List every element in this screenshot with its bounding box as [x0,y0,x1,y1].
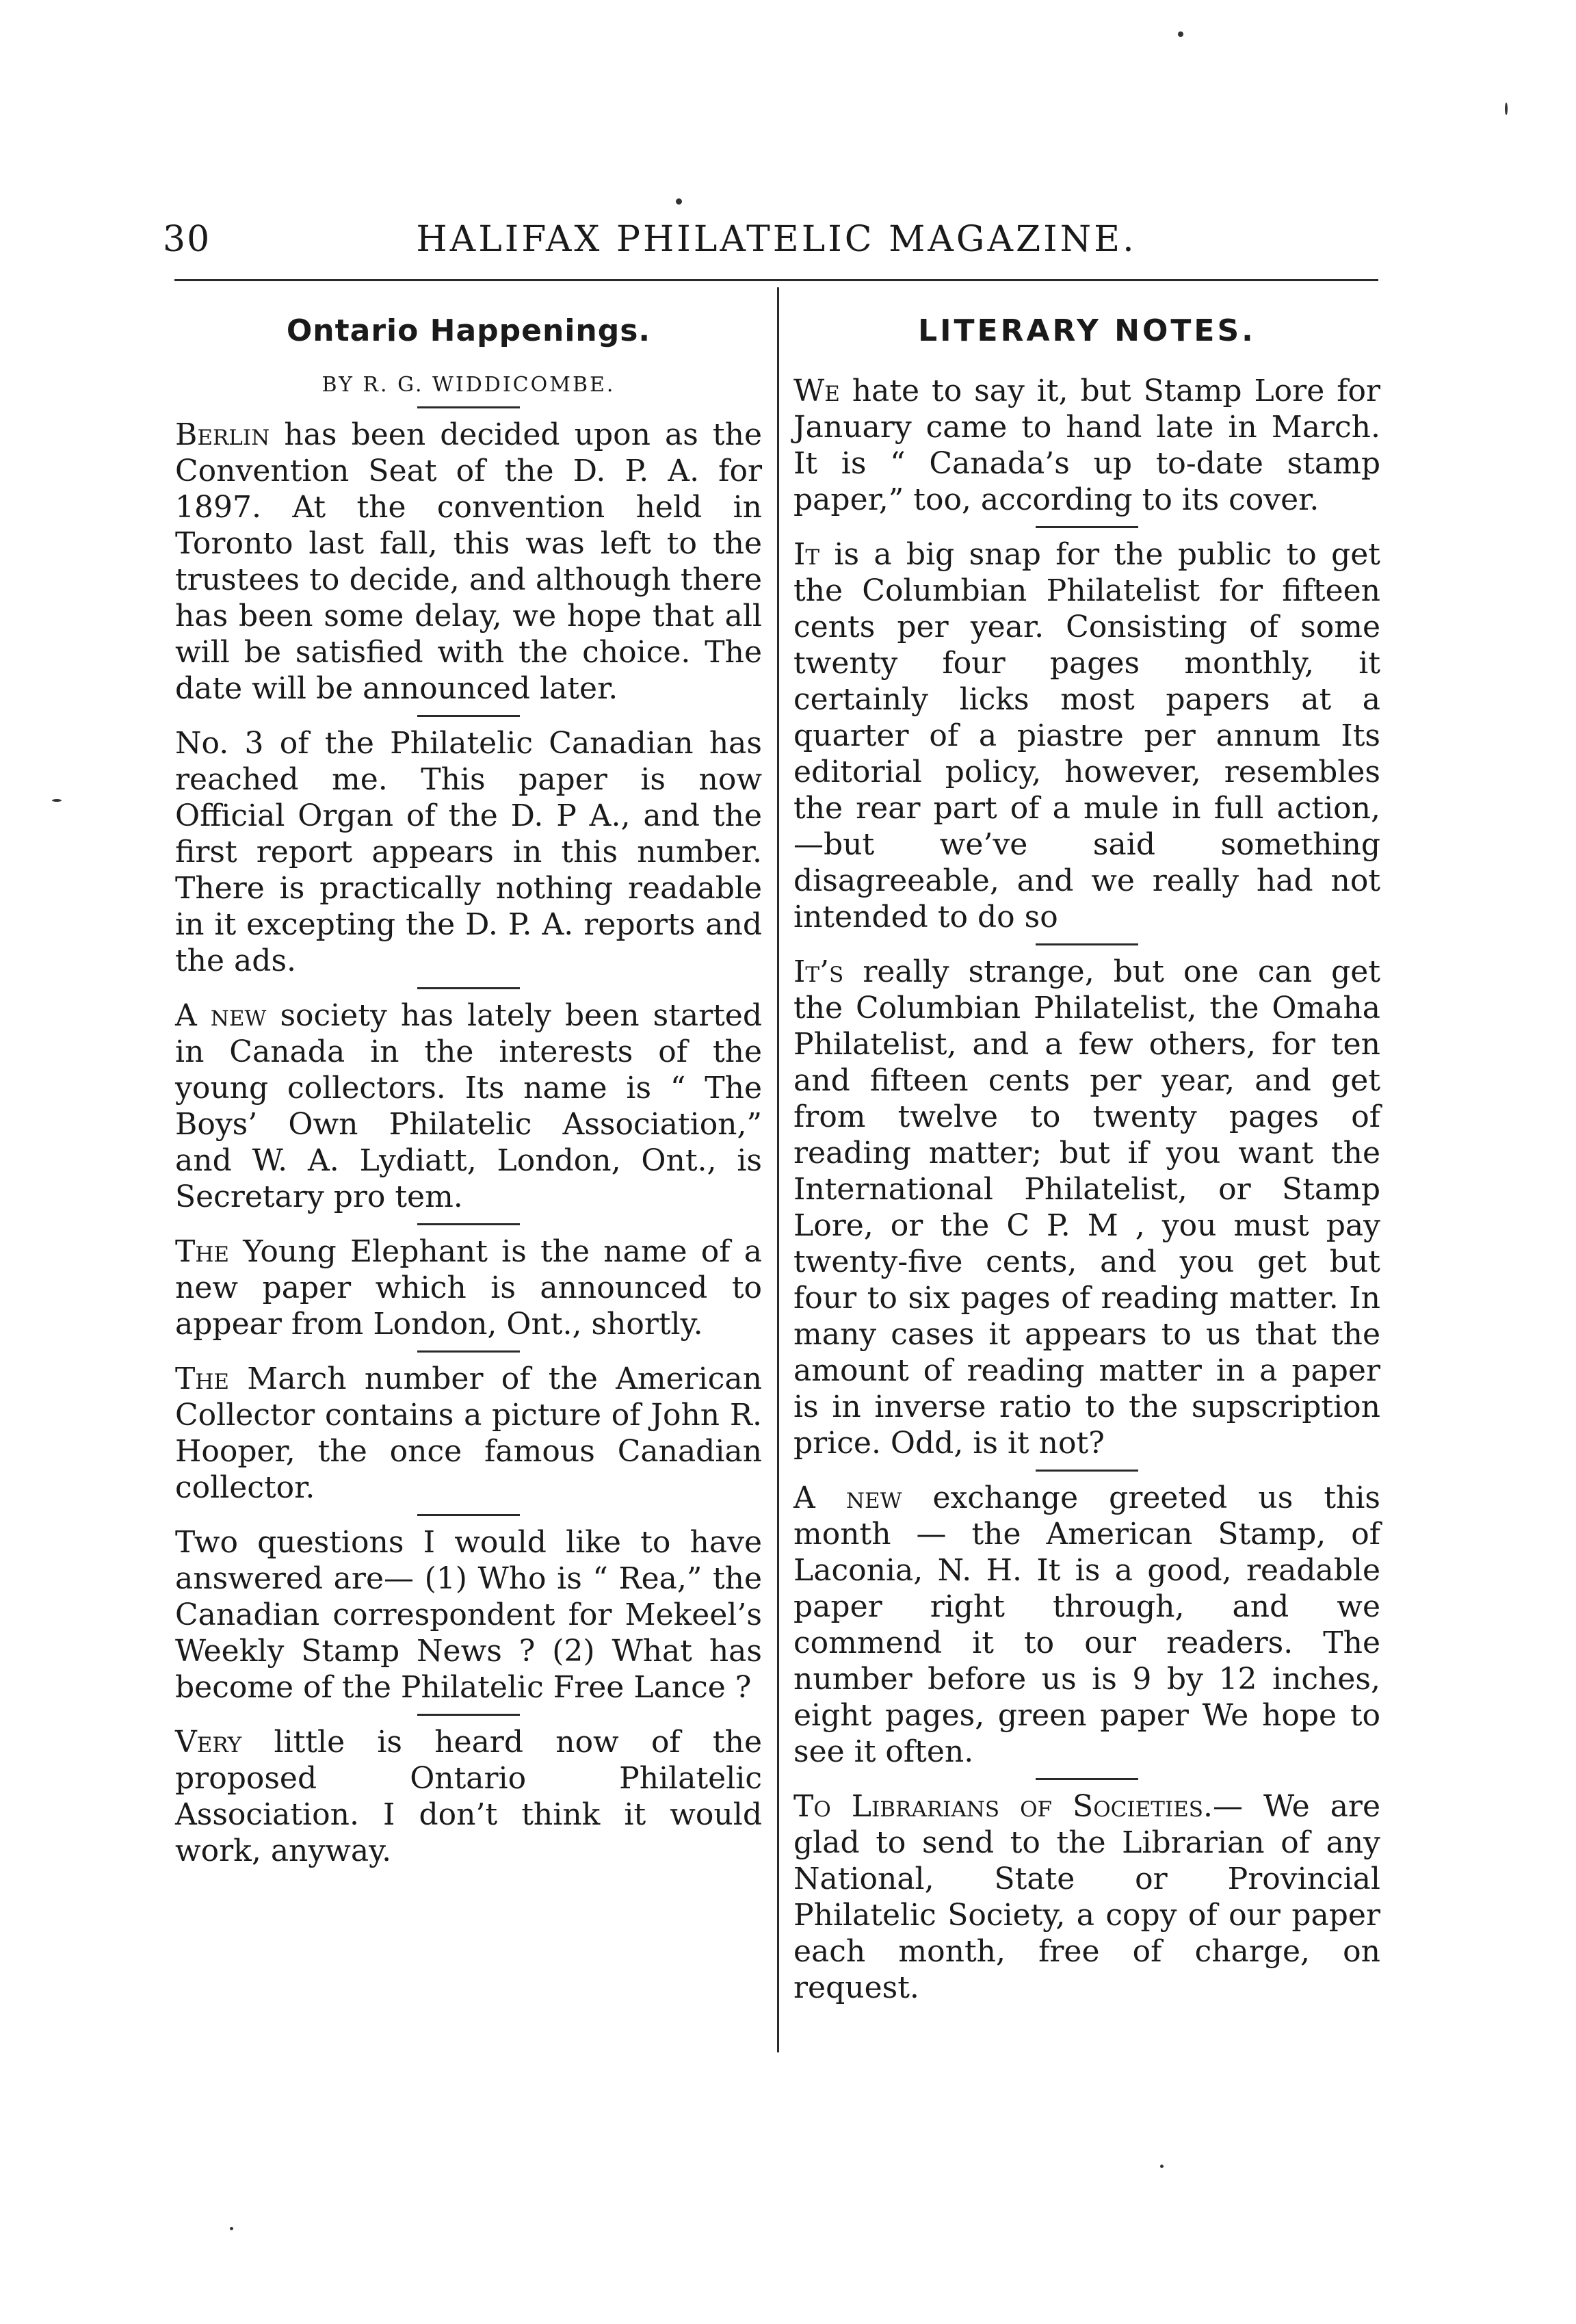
section-rule [417,1714,520,1716]
article-lead: A new [793,1480,902,1515]
running-title: HALIFAX PHILATELIC MAGAZINE. [416,219,1137,260]
section-rule [1036,1470,1138,1472]
section-rule [417,406,520,408]
article-columbian-philatelist [793,536,1380,935]
column-divider [777,287,779,2052]
article-librarians [793,1788,1380,2006]
article-lead: It’s [793,954,844,989]
article-body: No. 3 of the Philatelic Canadian has reached me. This paper is now Official Organ of the D. P A., and the first report appears in this number. There is practically nothing readable in it excepting the D. P. A. reports and the ads. [175,726,762,978]
article-body: — We are glad to send to the Librarian of any National, State or Provincial Philatelic Society, a copy of our paper each month, free of charge, on request. [793,1789,1380,2005]
article-lead: Berlin [175,417,270,452]
page-number: 30 [163,219,211,260]
article-philatelic-canadian [175,725,762,979]
article-american-collector [175,1361,762,1506]
article-berlin [175,417,762,707]
section-rule [1036,526,1138,528]
scan-speck [52,799,62,802]
section-rule [1036,1778,1138,1780]
article-lead: The [175,1234,230,1269]
scan-speck [1505,103,1508,115]
right-column [793,294,1380,2006]
article-stamp-lore [793,373,1380,518]
scan-speck [230,2227,233,2230]
section-rule [417,715,520,717]
article-reading-matter [793,954,1380,1461]
section-rule [1036,943,1138,945]
article-lead: A new [175,998,267,1033]
left-column-heading: Ontario Happenings. [286,313,651,348]
left-column [175,294,762,1869]
byline: BY R. G. WIDDICOMBE. [321,373,616,397]
article-lead: The [175,1361,230,1396]
article-body: really strange, but one can get the Columbian Philatelist, the Omaha Philatelist, and a few others, for ten and fifteen cents per year, and get from twelve to twenty pages of reading matter; but if you want the International Philatelist, or Stamp Lore, or the C P. M , you must pay twenty-five cents, and you get but four to six pages of reading matter. In many cases it appears to us that the amount of reading matter in a paper is in inverse ratio to the supscription price. Odd, is it not? [793,954,1380,1461]
article-lead: It [793,537,820,572]
section-rule [417,1514,520,1516]
article-body: society has lately been started in Canada in the interests of the young collectors. Its name is “ The Boys’ Own Philatelic Association,” and W. A. Lydiatt, London, Ont., is Secretary pro tem. [175,998,762,1214]
article-body: hate to say it, but Stamp Lore for January came to hand late in March. It is “ Canada’s up to-date stamp paper,” too, according to its cover. [793,374,1380,517]
article-body: Two questions I would like to have answered are— (1) Who is “ Rea,” the Canadian correspondent for Mekeel’s Weekly Stamp News ? (2) What has become of the Philatelic Free Lance ? [175,1525,762,1705]
right-column-heading: LITERARY NOTES. [918,313,1256,348]
section-rule [417,987,520,989]
article-body: March number of the American Collector contains a picture of John R. Hooper, the once famous Canadian collector. [175,1361,762,1505]
article-lead: Very [175,1725,242,1760]
article-body: has been decided upon as the Convention Seat of the D. P. A. for 1897. At the convention held in Toronto last fall, this was left to the trustees to decide, and although there has been some delay, we hope that all will be satisfied with the choice. The date will be announced later. [175,417,762,706]
article-ontario-association [175,1724,762,1869]
page-header [157,219,1395,274]
article-body: little is heard now of the proposed Ontario Philatelic Association. I don’t think it would work, anyway. [175,1725,762,1868]
article-new-society [175,997,762,1215]
scan-speck [676,198,682,205]
article-young-elephant [175,1233,762,1342]
article-lead: We [793,374,840,408]
article-new-exchange [793,1480,1380,1770]
scan-speck [1178,31,1183,37]
section-rule [417,1350,520,1353]
header-rule [174,279,1378,281]
article-body: Young Elephant is the name of a new paper which is announced to appear from London, Ont., shortly. [175,1234,762,1342]
scan-speck [1160,2165,1164,2168]
article-body: is a big snap for the public to get the Columbian Philatelist for fifteen cents per year. Consisting of some twenty four pages monthly, it certainly licks most papers at a quarter of a piastre per annum Its editorial policy, however, resembles the rear part of a mule in full action,—but we’ve said something disagreeable, and we really had not intended to do so [793,537,1380,935]
section-rule [417,1223,520,1225]
article-lead: To Librarians of Societies. [793,1789,1213,1824]
article-body: exchange greeted us this month — the American Stamp, of Laconia, N. H. It is a good, readable paper right through, and we commend it to our readers. The number before us is 9 by 12 inches, eight pages, green paper We hope to see it often. [793,1480,1380,1769]
article-two-questions [175,1524,762,1706]
